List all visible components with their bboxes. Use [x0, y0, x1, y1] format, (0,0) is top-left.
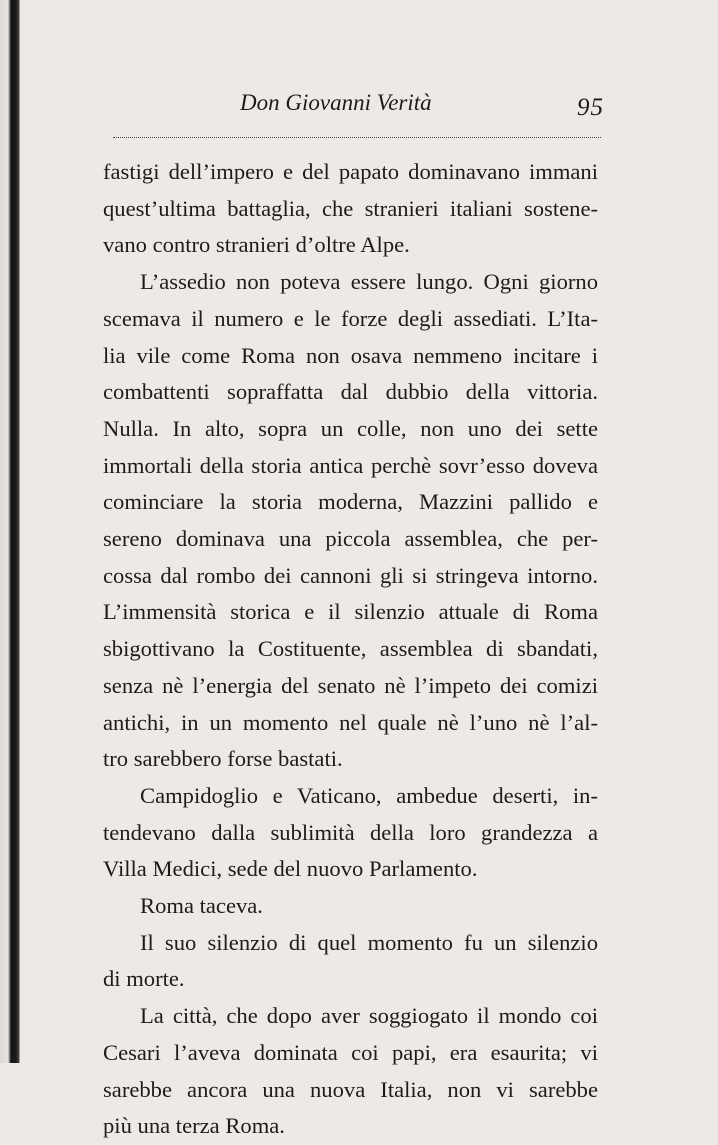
text-line: La città, che dopo aver soggiogato il mondo coi — [140, 1003, 598, 1029]
text-line: sereno dominava una piccola assemblea, che per- — [103, 526, 598, 552]
book-spine-shadow — [0, 0, 20, 1063]
text-line: cossa dal rombo dei cannoni gli si stringeva intorno. — [103, 562, 598, 588]
text-line: L’immensità storica e il silenzio attuale di Roma — [103, 599, 598, 625]
text-line: Villa Medici, sede del nuovo Parlamento. — [103, 856, 478, 882]
text-line: immortali della storia antica perchè sovr’esso doveva — [103, 452, 598, 478]
text-line: sarebbe ancora una nuova Italia, non vi sarebbe — [103, 1076, 598, 1102]
text-line: vano contro stranieri d’oltre Alpe. — [103, 232, 410, 258]
text-line: Roma taceva. — [140, 893, 263, 919]
text-line: combattenti sopraffatta dal dubbio della vittoria. — [103, 379, 598, 405]
text-line: di morte. — [103, 966, 185, 992]
page-body — [103, 154, 598, 1145]
text-line: Campidoglio e Vaticano, ambedue deserti, in- — [140, 782, 598, 808]
text-line: scemava il numero e le forze degli assediati. L’Ita- — [103, 305, 598, 331]
text-line: lia vile come Roma non osava nemmeno incitare i — [103, 342, 598, 368]
page-number: 95 — [577, 94, 604, 121]
text-line: fastigi dell’impero e del papato dominavano immani — [103, 159, 598, 184]
text-line: Nulla. In alto, sopra un colle, non uno dei sette — [103, 415, 598, 441]
text-line: tro sarebbero forse bastati. — [103, 746, 343, 772]
text-line: quest’ultima battaglia, che stranieri italiani sostene- — [103, 195, 598, 221]
header-divider — [113, 137, 601, 138]
text-line: Il suo silenzio di quel momento fu un silenzio — [140, 929, 598, 955]
running-title: Don Giovanni Verità — [240, 90, 432, 115]
text-line: L’assedio non poteva essere lungo. Ogni giorno — [140, 269, 598, 295]
text-line: Cesari l’aveva dominata coi papi, era esaurita; vi — [103, 1039, 598, 1065]
text-line: sbigottivano la Costituente, assemblea di sbandati, — [103, 636, 598, 662]
text-line: cominciare la storia moderna, Mazzini pallido e — [103, 489, 598, 515]
text-line: senza nè l’energia del senato nè l’impeto dei comizi — [103, 672, 598, 698]
text-line: tendevano dalla sublimità della loro grandezza a — [103, 819, 598, 845]
text-line: antichi, in un momento nel quale nè l’uno nè l’al- — [103, 709, 598, 735]
text-line: più una terza Roma. — [103, 1113, 285, 1139]
